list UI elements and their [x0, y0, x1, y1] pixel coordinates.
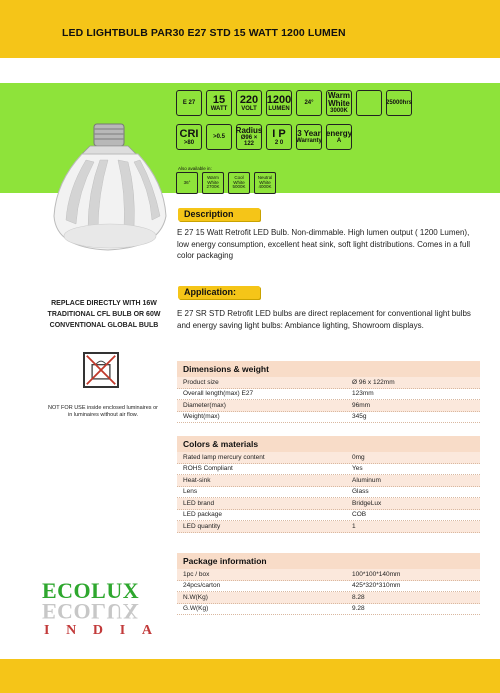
row-label: 1pc / box: [183, 570, 210, 578]
icon-line2: LUMEN: [268, 105, 290, 112]
application-heading: Application:: [178, 286, 260, 299]
row-value: 96mm: [352, 401, 371, 409]
power-factor-icon: [206, 124, 232, 150]
bulb-image: [48, 120, 173, 252]
icon-line1: Radius: [235, 126, 263, 135]
also-available-label: Also available in:: [178, 166, 212, 171]
row-value: 345g: [352, 413, 367, 421]
package-table: [177, 553, 480, 615]
row-value: 8.28: [352, 593, 365, 601]
logo-brand-reflection: ECOLUX: [42, 599, 140, 624]
package-heading: Package information: [177, 553, 480, 569]
logo-country-letter: D: [92, 623, 104, 638]
logo-country: [44, 623, 152, 639]
row-value: 0mg: [352, 453, 365, 461]
table-row: [177, 592, 480, 604]
row-label: Rated lamp mercury content: [183, 453, 265, 461]
icon-line2: 2 0: [274, 139, 284, 146]
dimensions-heading: Dimensions & weight: [177, 361, 480, 377]
variant-icon: [202, 172, 224, 194]
icon-line2: WATT: [210, 105, 228, 112]
row-label: LED quantity: [183, 522, 221, 530]
icon-line1: Cool White: [233, 174, 245, 185]
icon-line1: CRI: [179, 127, 199, 140]
row-value: 1: [352, 522, 356, 530]
icon-line2: >80: [183, 139, 195, 146]
row-value: 123mm: [352, 390, 374, 398]
icon-line2: 25000hrs: [385, 100, 413, 106]
row-label: LED brand: [183, 499, 215, 507]
logo-country-letter: I: [119, 623, 126, 638]
row-value: Glass: [352, 488, 369, 496]
icon-line2: Ø96 × 122: [240, 135, 258, 147]
icon-line2: 2700K: [206, 184, 220, 190]
radius-icon: [236, 124, 262, 150]
icon-line1: Neutral White: [257, 174, 273, 185]
cri-icon: [176, 124, 202, 150]
row-value: 425*320*310mm: [352, 582, 401, 590]
e27-base-icon: [176, 90, 202, 116]
logo-brand: ECOLUX: [42, 578, 140, 603]
energy-label-icon: [326, 124, 352, 150]
logo-country-letter: N: [66, 623, 77, 638]
non-dimmable-icon: [356, 90, 382, 116]
description-text: E 27 15 Watt Retrofit LED Bulb. Non-dimmable. High lumen output ( 1200 Lumen), low energy consumption, excellent heat sink, soft light distributions. Comes in a full color packaging: [177, 228, 471, 260]
row-value: BridgeLux: [352, 499, 382, 507]
table-row: [177, 464, 480, 476]
table-row: [177, 487, 480, 499]
icon-line2: 36°: [183, 179, 191, 185]
icon-line2: 5000K: [232, 184, 246, 190]
table-row: [177, 452, 480, 464]
warranty-icon: [296, 124, 322, 150]
page-title: LED LIGHTBULB PAR30 E27 STD 15 WATT 1200 LUMEN: [62, 27, 346, 39]
table-row: [177, 581, 480, 593]
table-row: [177, 510, 480, 522]
logo-country-letter: I: [44, 623, 50, 638]
icon-line2: 24°: [304, 100, 314, 106]
table-row: [177, 475, 480, 487]
variant-icon: [176, 172, 198, 194]
dimensions-table: [177, 361, 480, 423]
row-label: 24pcs/carton: [183, 582, 221, 590]
table-row: [177, 389, 480, 401]
header-bar: [0, 0, 500, 58]
row-label: Lens: [183, 488, 198, 496]
row-label: LED package: [183, 511, 223, 519]
icon-line1: Warm White: [328, 91, 350, 108]
icon-line1: 1200: [266, 93, 292, 106]
colors-heading: Colors & materials: [177, 436, 480, 452]
icon-line2: 3000K: [330, 108, 348, 114]
row-label: N.W(Kg): [183, 593, 208, 601]
color-temp-icon: [326, 90, 352, 116]
replace-note: REPLACE DIRECTLY WITH 16W TRADITIONAL CFL BULB OR 60W CONVENTIONAL GLOBAL BULB: [47, 300, 161, 329]
colors-materials-table: [177, 436, 480, 533]
table-row: [177, 521, 480, 533]
row-value: Aluminum: [352, 476, 381, 484]
description-heading: Description: [178, 208, 260, 221]
row-label: Diameter(max): [183, 401, 226, 409]
footer-bar: [0, 659, 500, 693]
icon-line2: VOLT: [241, 105, 257, 112]
icon-line2: E 27: [182, 100, 196, 106]
wattage-icon: [206, 90, 232, 116]
row-value: COB: [352, 511, 367, 519]
row-value: Ø 96 x 122mm: [352, 378, 395, 386]
table-row: [177, 412, 480, 424]
icon-line1: I P: [272, 127, 286, 140]
table-row: [177, 604, 480, 616]
lifetime-icon: [386, 90, 412, 116]
row-value: Yes: [352, 465, 363, 473]
icon-line2: A: [336, 138, 342, 144]
table-row: [177, 498, 480, 510]
spec-icons-row-1: [176, 90, 412, 116]
row-label: G.W(Kg): [183, 605, 209, 613]
icon-line2: Warranty: [296, 138, 322, 144]
icon-line1: energy: [325, 129, 353, 138]
row-value: 9.28: [352, 605, 365, 613]
voltage-icon: [236, 90, 262, 116]
row-label: Product size: [183, 378, 219, 386]
warning-note: NOT FOR USE inside enclosed luminaires or in luminaires without air flow.: [48, 405, 158, 418]
row-value: 100*100*140mm: [352, 570, 401, 578]
row-label: Heat-sink: [183, 476, 211, 484]
icon-line2: >0.5: [213, 134, 225, 140]
ip-rating-icon: [266, 124, 292, 150]
table-row: [177, 377, 480, 389]
table-row: [177, 569, 480, 581]
variant-icon: [228, 172, 250, 194]
icon-line1: 15: [212, 93, 226, 106]
icon-line1: 3 Year: [297, 129, 321, 138]
logo-country-letter: A: [141, 623, 152, 638]
application-text: E 27 SR STD Retrofit LED bulbs are direct replacement for conventional light bulbs and energy saving light bulbs: Ambiance lighting, Showroom displays.: [177, 309, 471, 330]
variant-icon: [254, 172, 276, 194]
icon-line2: 4000K: [258, 184, 272, 190]
lumen-icon: [266, 90, 292, 116]
ecolux-logo: [42, 578, 154, 640]
icon-line1: Warm White: [207, 174, 219, 185]
row-label: Overall length(max) E27: [183, 390, 254, 398]
row-label: Weight(max): [183, 413, 220, 421]
row-label: ROHS Compliant: [183, 465, 233, 473]
table-row: [177, 400, 480, 412]
icon-line1: 220: [239, 93, 259, 106]
no-enclosed-luminaire-icon: [83, 352, 119, 388]
also-available-row: [176, 172, 276, 194]
spec-icons-row-2: [176, 124, 352, 150]
beam-angle-icon: [296, 90, 322, 116]
